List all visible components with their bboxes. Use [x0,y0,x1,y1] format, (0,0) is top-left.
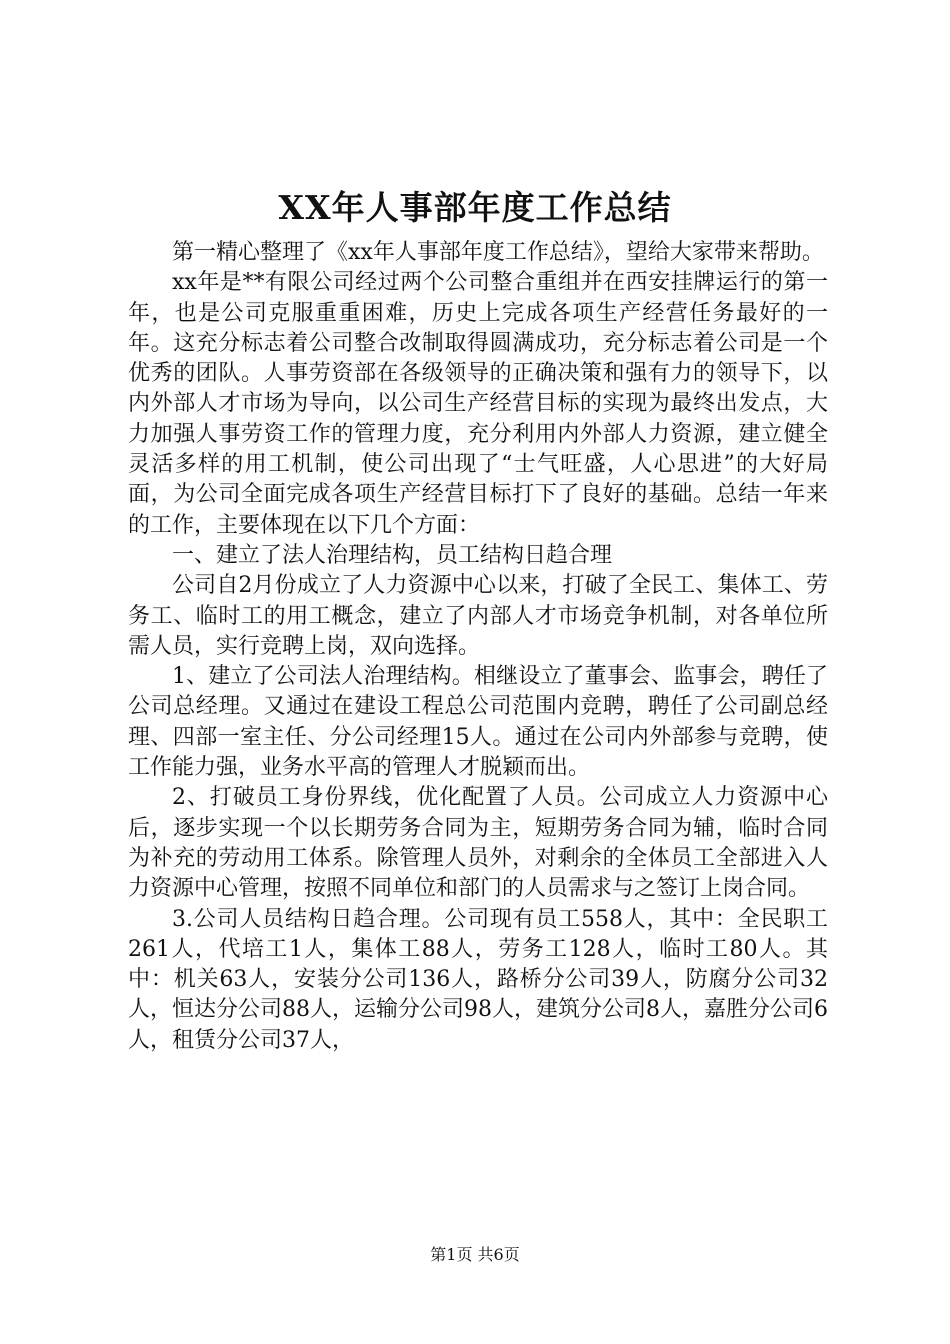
structure-paragraph: 3.公司人员结构日趋合理。公司现有员工558人，其中：全民职工261人，代培工1人，集体工88人，劳务工128人，临时工80人。其中：机关63人，安装分公司136人，路桥分公司39人，防腐分公司32人，恒达分公司88人，运输分公司98人，建筑分公司8人，嘉胜分公司6人，租赁分公司37人， [128,906,828,1053]
document-body [128,238,828,1056]
overview-paragraph: xx年是**有限公司经过两个公司整合重组并在西安挂牌运行的第一年，也是公司克服重重困难，历史上完成各项生产经营任务最好的一年。这充分标志着公司整合改制取得圆满成功，充分标志着公司是一个优秀的团队。人事劳资部在各级领导的正确决策和强有力的领导下，以内外部人才市场为导向，以公司生产经营目标的实现为最终出发点，大力加强人事劳资工作的管理力度，充分利用内外部人力资源，建立健全灵活多样的用工机制，使公司出现了“士气旺盛，人心思进”的大好局面，为公司全面完成各项生产经营目标打下了良好的基础。总结一年来的工作，主要体现在以下几个方面： [128,270,828,538]
document-title: XX年人事部年度工作总结 [278,188,672,227]
page-footer: 第1页 共6页 [430,1245,520,1264]
staffing-paragraph: 2、打破员工身份界线，优化配置了人员。公司成立人力资源中心后，逐步实现一个以长期劳务合同为主，短期劳务合同为辅，临时合同为补充的劳动用工体系。除管理人员外，对剩余的全体员工全部进入人力资源中心管理，按照不同单位和部门的人员需求与之签订上岗合同。 [128,785,828,902]
intro-paragraph: 第一精心整理了《xx年人事部年度工作总结》，望给大家带来帮助。 [172,240,824,265]
governance-paragraph: 1、建立了公司法人治理结构。相继设立了董事会、监事会，聘任了公司总经理。又通过在建设工程总公司范围内竞聘，聘任了公司副总经理、四部一室主任、分公司经理15人。通过在公司内外部参与竞聘，使工作能力强，业务水平高的管理人才脱颖而出。 [128,664,828,781]
hr-center-paragraph: 公司自2月份成立了人力资源中心以来，打破了全民工、集体工、劳务工、临时工的用工概念，建立了内部人才市场竞争机制，对各单位所需人员，实行竞聘上岗，双向选择。 [128,573,828,659]
section-heading-1: 一、建立了法人治理结构，员工结构日趋合理 [172,542,613,568]
